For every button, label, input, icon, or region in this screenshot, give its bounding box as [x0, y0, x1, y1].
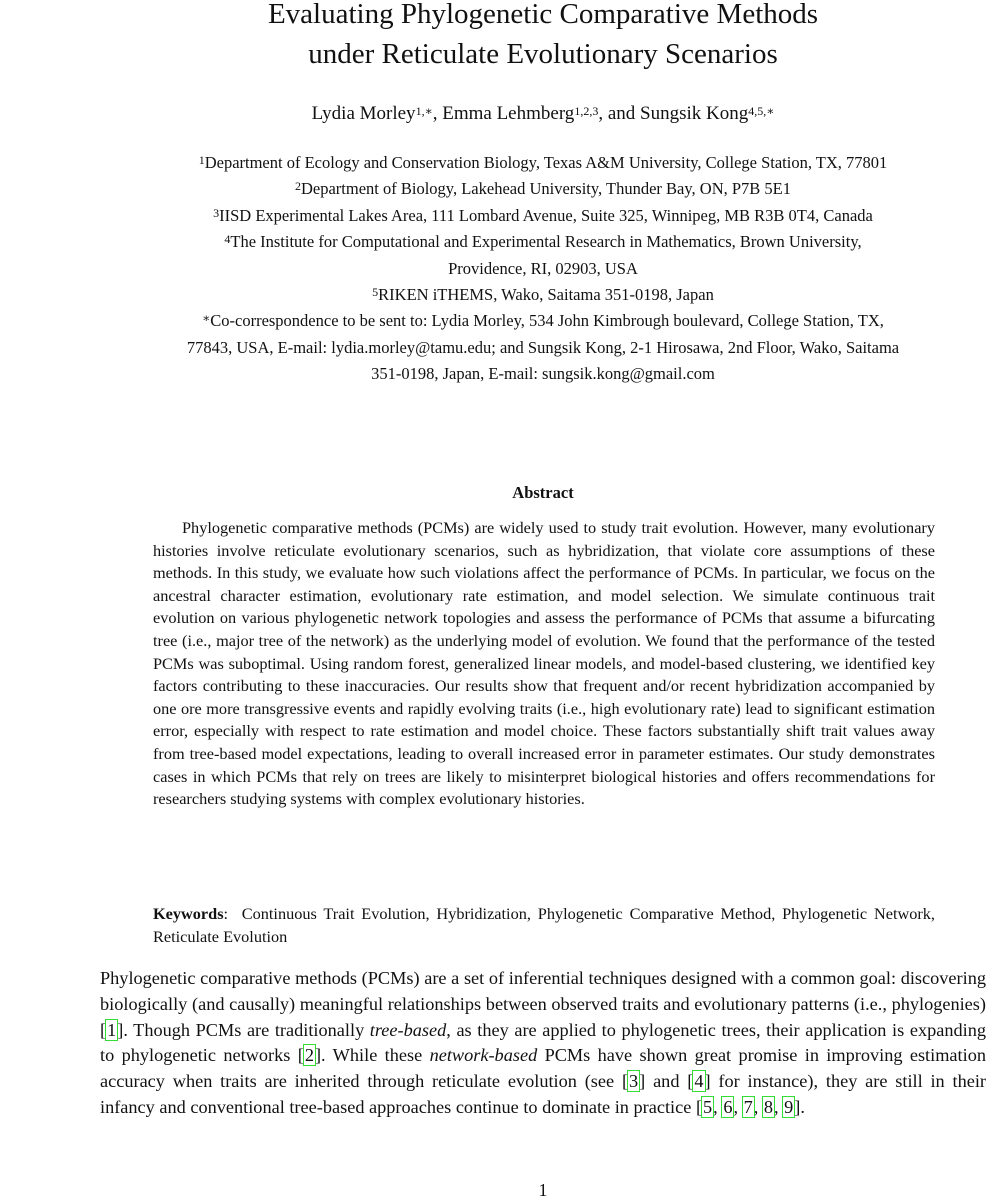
- affiliation-mark: 2: [294, 179, 301, 194]
- affiliation-list: [100, 150, 986, 388]
- citation-link[interactable]: 2: [304, 1045, 314, 1066]
- author-marks: 1,∗: [415, 104, 433, 118]
- citation-link[interactable]: 8: [763, 1096, 774, 1117]
- affiliation-text: 351-0198, Japan, E-mail: sungsik.kong@gmail.com: [371, 364, 715, 384]
- citation: [2]: [297, 1045, 322, 1066]
- affiliation-line: [100, 229, 986, 255]
- affiliation-text: Providence, RI, 02903, USA: [448, 258, 638, 278]
- affiliation-mark: ∗: [202, 311, 211, 326]
- intro-text: . While these: [321, 1045, 430, 1066]
- affiliation-mark: 4: [224, 232, 231, 247]
- affiliation-text: Department of Biology, Lakehead University, Thunder Bay, ON, P7B 5E1: [300, 179, 791, 199]
- citation-link[interactable]: 3: [629, 1071, 639, 1092]
- title-line-2: under Reticulate Evolutionary Scenarios: [308, 38, 778, 70]
- author-marks: 1,2,3: [574, 104, 599, 118]
- intro-text: for instance), they are still in their infancy and conventional tree-based approaches continue to dominate in practice: [100, 1071, 986, 1117]
- intro-emphasis: network-based: [429, 1045, 538, 1066]
- keywords-text: Continuous Trait Evolution, Hybridization, Phylogenetic Comparative Method, Phylogenetic Network, Reticulate Evolution: [153, 904, 936, 946]
- intro-text: PCMs have shown great promise in improving estimation accuracy when traits are inherited through reticulate evolution (see: [100, 1045, 986, 1092]
- affiliation-line: [100, 203, 986, 229]
- affiliation-text: Department of Ecology and Conservation Biology, Texas A&M University, College Station, TX, 77801: [204, 153, 888, 172]
- intro-text: , as they are applied to phylogenetic trees, their application is expanding to phylogenetic networks: [100, 1019, 986, 1066]
- citation: [3]: [621, 1071, 646, 1092]
- citation: [4]: [687, 1071, 711, 1092]
- citation-link[interactable]: 1: [107, 1019, 117, 1040]
- title-line-1: Evaluating Phylogenetic Comparative Methods: [267, 0, 819, 30]
- intro-text: and: [645, 1071, 688, 1092]
- affiliation-line: [100, 256, 986, 282]
- affiliation-text: RIKEN iTHEMS, Wako, Saitama 351-0198, Japan: [378, 285, 714, 305]
- intro-text: .: [800, 1096, 805, 1117]
- correspondence-line: [100, 335, 986, 361]
- author-list: [100, 100, 986, 128]
- affiliation-text: IISD Experimental Lakes Area, 111 Lombard Avenue, Suite 325, Winnipeg, MB R3B 0T4, Canada: [219, 205, 873, 225]
- citation-link[interactable]: 4: [694, 1071, 704, 1092]
- correspondence-line: [100, 308, 986, 334]
- keywords-label: Keywords: [153, 904, 224, 923]
- intro-paragraph: [100, 966, 986, 1121]
- keywords: Keywords: Continuous Trait Evolution, Hybridization, Phylogenetic Comparative Method, Phylogenetic Network, Reticulate Evolution: [153, 904, 936, 946]
- author-name: Lydia Morley: [311, 103, 416, 124]
- intro-text: Phylogenetic comparative methods (PCMs) are a set of inferential techniques designed with a common goal: discovering biologically (and causally) meaningful relationships between observed traits and evolutionary patterns (i.e., phylogenies): [100, 968, 986, 1014]
- affiliation-mark: 1: [198, 153, 205, 167]
- author-separator: ,: [432, 103, 443, 124]
- page-number: 1: [538, 1180, 548, 1200]
- citation-group: [5, 6, 7, 8, 9]: [695, 1096, 801, 1117]
- abstract-body: Phylogenetic comparative methods (PCMs) are widely used to study trait evolution. However, many evolutionary histories involve reticulate evolutionary scenarios, such as hybridization, that violate core assumptions of these methods. In this study, we evaluate how such violations affect the performance of PCMs. In particular, we focus on the ancestral character estimation, evolutionary rate estimation, and model selection. We simulate continuous trait evolution on various phylogenetic network topologies and assess the performance of PCMs that assume a bifurcating tree (i.e., major tree of the network) as the underlying model of evolution. We found that the performance of the tested PCMs was suboptimal. Using random forest, generalized linear models, and model-based clustering, we identified key factors contributing to these inaccuracies. Our results show that frequent and/or recent hybridization accompanied by one ore more transgressive events and rapidly evolving traits (i.e., high evolutionary rate) lead to significant estimation error, especially with respect to rate estimation and model choice. These factors substantially shift trait values away from tree-based model expectations, leading to overall increased error in parameter estimates. Our study demonstrates cases in which PCMs that rely on trees are likely to misinterpret biological histories and offers recommendations for researchers studying systems with complex evolutionary histories.: [153, 518, 935, 809]
- intro-emphasis: tree-based: [369, 1019, 447, 1040]
- author-separator: , and: [598, 103, 640, 124]
- affiliation-text: 77843, USA, E-mail: lydia.morley@tamu.edu; and Sungsik Kong, 2-1 Hirosawa, 2nd Floor, Wako, Saitama: [186, 337, 900, 357]
- citation-link[interactable]: 6: [723, 1096, 733, 1117]
- author-name: Sungsik Kong: [640, 103, 749, 124]
- citation-link[interactable]: 7: [743, 1096, 753, 1117]
- abstract-heading: Abstract: [512, 483, 574, 502]
- intro-text: . Though PCMs are traditionally: [123, 1019, 370, 1040]
- affiliation-line: [100, 282, 986, 308]
- affiliation-mark: 3: [213, 205, 220, 220]
- affiliation-line: [100, 176, 986, 202]
- affiliation-line: [100, 150, 986, 176]
- citation: [1]: [100, 1019, 124, 1040]
- author-marks: 4,5,∗: [748, 104, 775, 118]
- citation-link[interactable]: 9: [784, 1096, 794, 1117]
- affiliation-text: The Institute for Computational and Experimental Research in Mathematics, Brown University,: [230, 232, 862, 252]
- citation-link[interactable]: 5: [703, 1096, 713, 1117]
- author-name: Emma Lehmberg: [442, 103, 575, 124]
- affiliation-text: Co-correspondence to be sent to: Lydia Morley, 534 John Kimbrough boulevard, College Station, TX,: [210, 311, 884, 331]
- paper-title: [100, 0, 986, 74]
- affiliation-mark: 5: [372, 285, 379, 300]
- correspondence-line: [100, 361, 986, 387]
